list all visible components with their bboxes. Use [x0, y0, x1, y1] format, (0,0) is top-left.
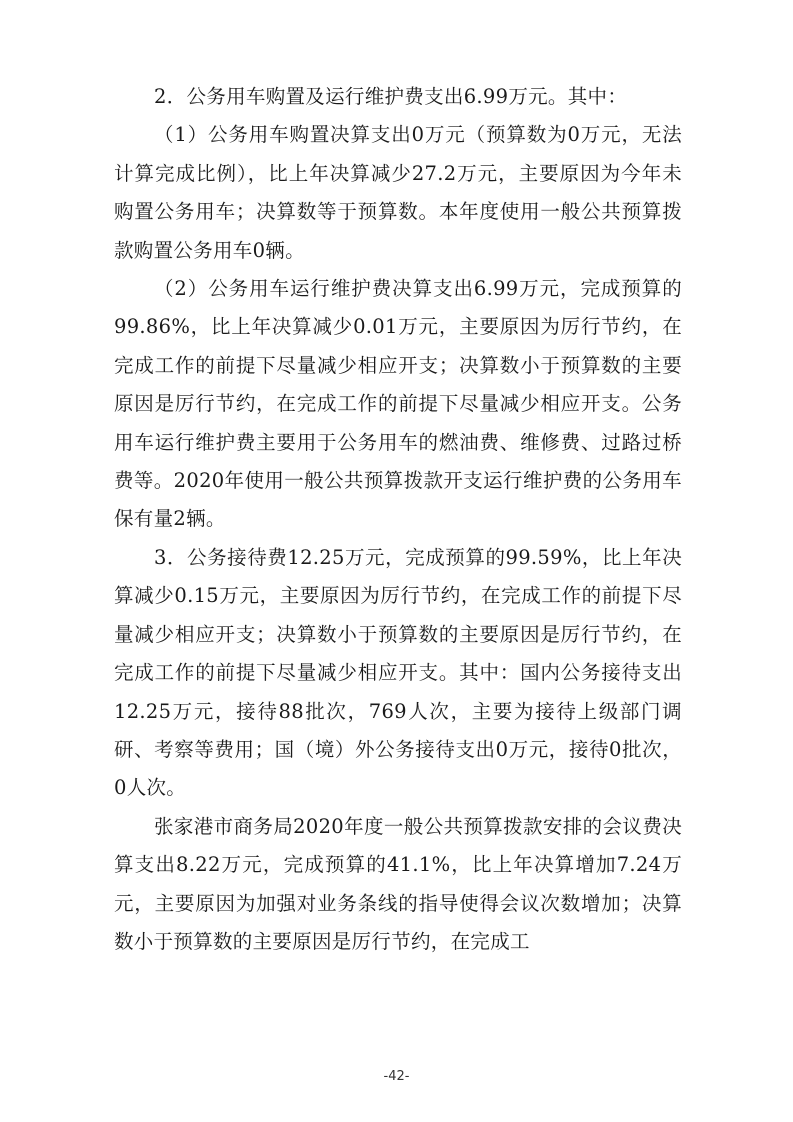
paragraph-vehicle-purchase: （1）公务用车购置决算支出0万元（预算数为0万元，无法计算完成比例），比上年决算减少27.2万元，主要原因为今年未购置公务用车；决算数等于预算数。本年度使用一般公共预算拨款购置公务用车0辆。 — [114, 123, 682, 262]
paragraph-reception-expense: 3．公务接待费12.25万元，完成预算的99.59%，比上年决算减少0.15万元，主要原因为厉行节约，在完成工作的前提下尽量减少相应开支；决算数小于预算数的主要原因是厉行节约，在完成工作的前提下尽量减少相应开支。其中：国内公务接待支出12.25万元，接待88批次，769人次，主要为接待上级部门调研、考察等费用；国（境）外公务接待支出0万元，接待0批次，0人次。 — [114, 545, 682, 800]
document-body — [114, 78, 682, 961]
paragraph-vehicle-expense-summary: 2．公务用车购置及运行维护费支出6.99万元。其中： — [154, 85, 628, 108]
paragraph-meeting-expense: 张家港市商务局2020年度一般公共预算拨款安排的会议费决算支出8.22万元，完成预算的41.1%，比上年决算增加7.24万元，主要原因为加强对业务条线的指导使得会议次数增加；决算数小于预算数的主要原因是厉行节约，在完成工 — [114, 814, 682, 953]
page-number: -42- — [383, 1069, 410, 1084]
paragraph-vehicle-maintenance: （2）公务用车运行维护费决算支出6.99万元，完成预算的99.86%，比上年决算减少0.01万元，主要原因为厉行节约，在完成工作的前提下尽量减少相应开支；决算数小于预算数的主要原因是厉行节约，在完成工作的前提下尽量减少相应开支。公务用车运行维护费主要用于公务用车的燃油费、维修费、过路过桥费等。2020年使用一般公共预算拨款开支运行维护费的公务用车保有量2辆。 — [114, 277, 682, 531]
